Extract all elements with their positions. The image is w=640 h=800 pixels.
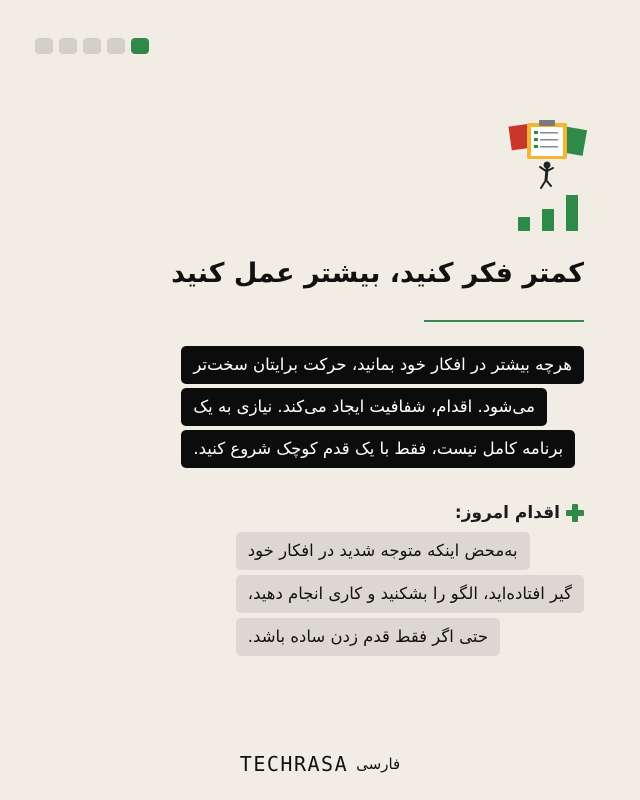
brand-logo-text: TECHRASA: [239, 752, 349, 776]
clipboard-checklist-icon: [527, 120, 567, 159]
main-text-line: هرچه بیشتر در افکار خود بمانید، حرکت برایتان سخت‌تر: [181, 346, 584, 384]
person-figure: [540, 162, 553, 189]
main-text-block: [181, 346, 584, 468]
progress-dot-active: [131, 38, 149, 54]
footer-brand: [0, 752, 640, 776]
divider: [424, 320, 584, 322]
action-text-line: به‌محض اینکه متوجه شدید در افکار خود: [236, 532, 530, 570]
plus-icon: [566, 504, 584, 522]
action-heading-label: اقدام امروز:: [454, 503, 560, 523]
progress-dot: [83, 38, 101, 54]
progress-indicator: [35, 38, 149, 54]
main-text-line: می‌شود. اقدام، شفافیت ایجاد می‌کند. نیازی به یک: [181, 388, 547, 426]
progress-dot: [59, 38, 77, 54]
progress-dot: [107, 38, 125, 54]
progress-dot: [35, 38, 53, 54]
brand-suffix: فارسی: [356, 755, 401, 773]
action-text-line: گیر افتاده‌اید، الگو را بشکنید و کاری انجام دهید،: [236, 575, 584, 613]
bar-chart-icon: [518, 195, 578, 231]
action-text-block: [236, 532, 584, 656]
page-title: کمتر فکر کنید، بیشتر عمل کنید: [171, 258, 584, 289]
illustration: [505, 118, 595, 238]
action-heading: [455, 503, 584, 523]
main-text-line: برنامه کامل نیست، فقط با یک قدم کوچک شروع کنید.: [181, 430, 575, 468]
action-text-line: حتی اگر فقط قدم زدن ساده باشد.: [236, 618, 500, 656]
